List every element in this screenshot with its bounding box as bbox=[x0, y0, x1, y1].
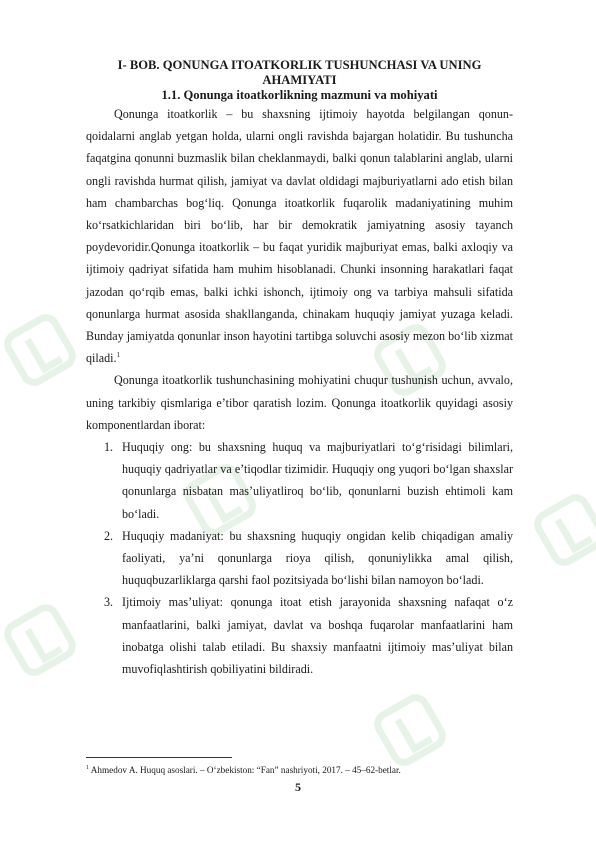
list-item bbox=[86, 525, 513, 592]
list-item-text: Huquqiy madaniyat: bu shaxsning huquqiy ongidan kelib chiqadigan amaliy faoliyati, ya’ni qonunlarga rioya qilish, qonuniylikka amal qilish, huquqbuzarliklarga qarshi faol pozitsiyada bo‘lishi bilan namoyon bo‘ladi. bbox=[122, 528, 513, 588]
footnote-text: Ahmedov A. Huquq asoslari. – O‘zbekiston: “Fan” nashriyoti, 2017. – 45–62-betlar. bbox=[90, 765, 401, 775]
list-item-number: 3. bbox=[104, 595, 114, 610]
list-item bbox=[86, 591, 513, 680]
paragraph-2: Qonunga itoatkorlik tushunchasining mohiyatini chuqur tushunish uchun, avvalo, uning tarkibiy qismlariga e’tibor qaratish lozim. Qonunga itoatkorlik quyidagi asosiy komponentlardan iborat: bbox=[86, 373, 513, 432]
footnote-reference[interactable]: 1 bbox=[116, 351, 121, 360]
watermark-logo-icon bbox=[369, 689, 451, 771]
list-item-text: Ijtimoiy mas’uliyat: qonunga itoat etish jarayonida shaxsning nafaqat o‘z manfaatlarini, balki jamiyat, davlat va boshqa fuqarolar manfaatlarini ham inobatga olishi talab etiladi. Bu shaxsiy manfaatni ijtimoiy mas’uliyat bilan muvofiqlashtirish qobiliyatini bildiradi. bbox=[122, 595, 513, 677]
list-item-number: 2. bbox=[104, 528, 114, 543]
watermark-logo-icon bbox=[0, 599, 81, 681]
list-item-text: Huquqiy ong: bu shaxsning huquq va majburiyatlari to‘g‘risidagi bilimlari, huquqiy qadriyatlar va e’tiqodlar tizimidir. Huquqiy ong yuqori bo‘lgan shaxslar qonunlarga nisbatan mas’uliyatliroq bo‘lib, qonunlarni buzish ehtimoli kam bo‘ladi. bbox=[122, 440, 513, 521]
component-list bbox=[86, 436, 513, 680]
paragraph-1 bbox=[86, 103, 513, 369]
list-item bbox=[86, 436, 513, 525]
watermark-logo-icon bbox=[529, 489, 596, 571]
footnote-divider bbox=[86, 757, 232, 758]
section-title: 1.1. Qonunga itoatkorlikning mazmuni va mohiyati bbox=[161, 88, 438, 102]
footnote bbox=[86, 764, 513, 776]
watermark-logo-icon bbox=[0, 309, 81, 391]
chapter-title: I- BOB. QONUNGA ITOATKORLIK TUSHUNCHASI VA UNING AHAMIYATI bbox=[117, 58, 482, 87]
paragraph-1-text: Qonunga itoatkorlik – bu shaxsning ijtimoiy hayotda belgilangan qonun-qoidalarni anglab yetgan holda, ularni ongli ravishda bajargan holatidir. Bu tushuncha faqatgina qonunni buzmaslik bilan cheklanmaydi, balki qonun talablarini anglab, ularni ongli ravishda hurmat qilish, jamiyat va davlat oldidagi majburiyatlarni ado etish bilan ham chambarchas bog‘liq. Qonunga itoatkorlik fuqarolik madaniyatining muhim ko‘rsatkichlaridan biri bo‘lib, har bir demokratik jamiyatning asosiy tayanch poydevoridir.Qonunga itoatkorlik – bu faqat yuridik majburiyat emas, balki axloqiy va ijtimoiy qadriyat sifatida ham muhim hisoblanadi. Chunki insonning harakatlari faqat jazodan qo‘rqib emas, balki ichki ishonch, ijtimoiy ong va tarbiya mahsuli sifatida qonunlarga hurmat asosida shakllanganda, chinakam huquqiy jamiyat yuzaga keladi. Bunday jamiyatda qonunlar inson hayotini tartibga soluvchi asosiy mezon bo‘lib xizmat qiladi. bbox=[86, 107, 513, 366]
list-item-number: 1. bbox=[104, 440, 114, 455]
page-number: 5 bbox=[295, 780, 301, 794]
footnote-number: 1 bbox=[86, 764, 89, 771]
page-body bbox=[86, 56, 513, 680]
